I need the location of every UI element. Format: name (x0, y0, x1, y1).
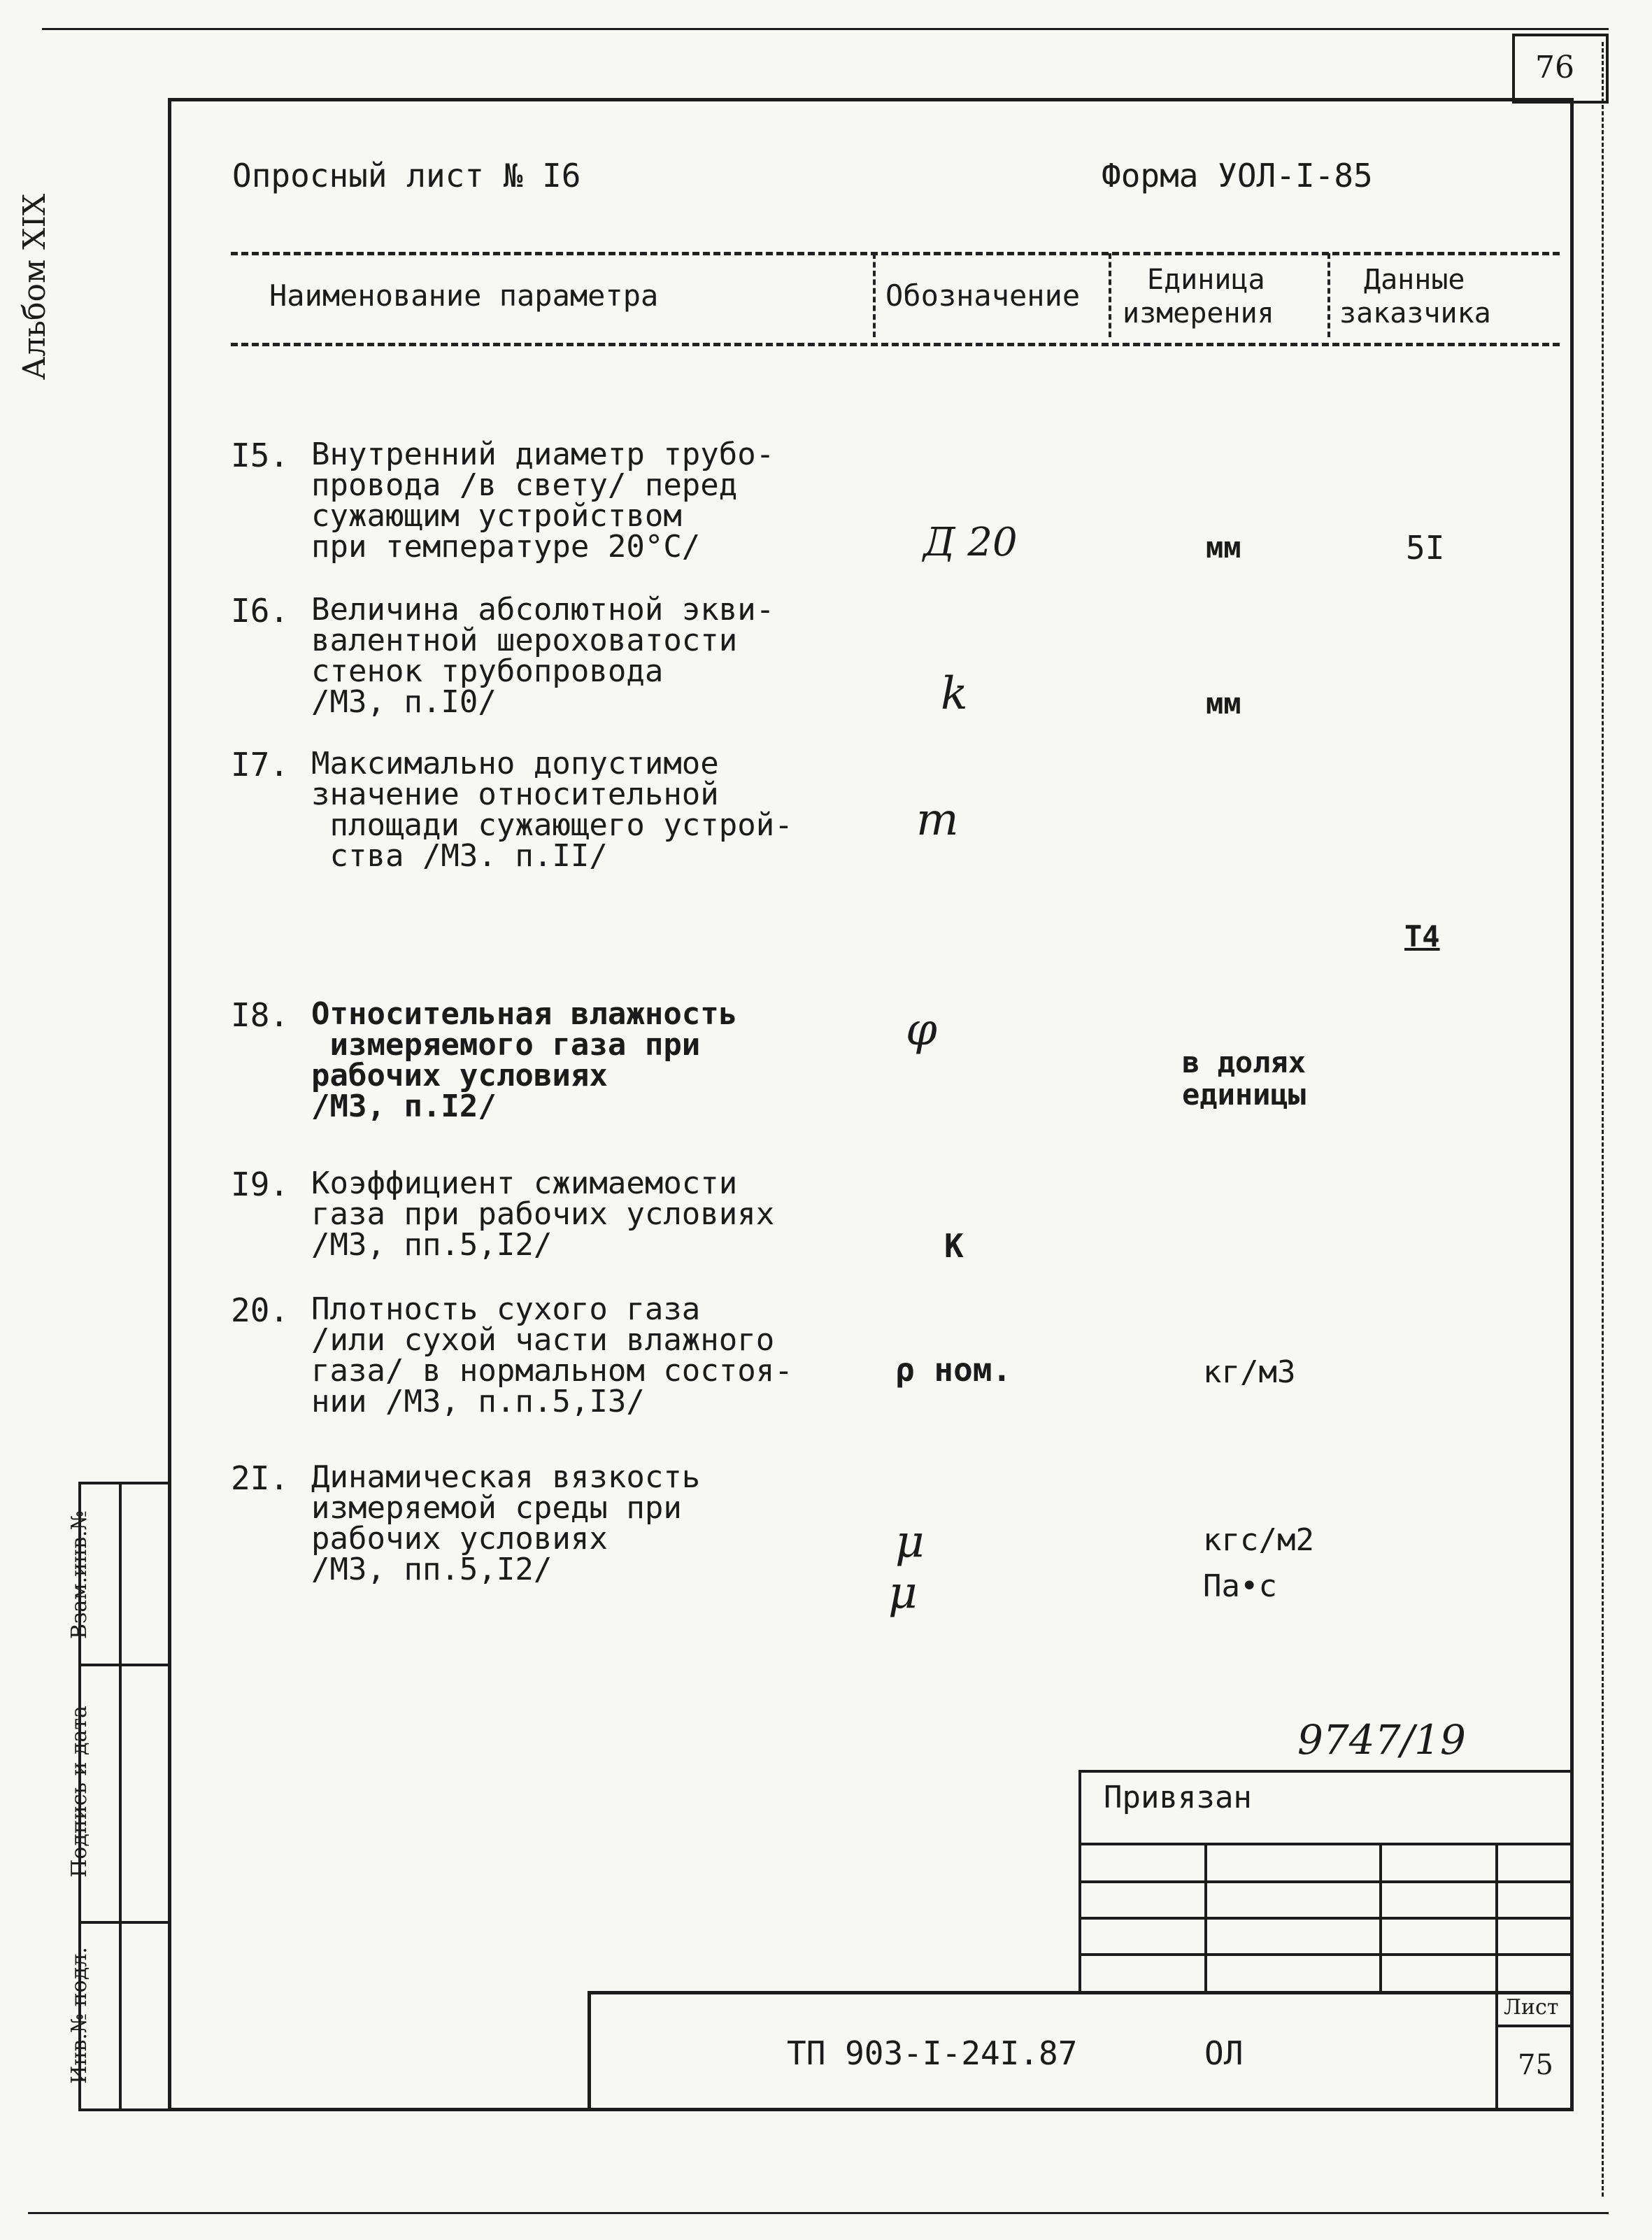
stamp-grid-vline-2 (1379, 1843, 1382, 1994)
row-20-line-1: Плотность сухого газа (311, 1291, 701, 1327)
sheet-title: Опросный лист № I6 (232, 157, 581, 194)
row-16-line-4: /М3, п.I0/ (311, 684, 497, 720)
side-stamp-inv: Инв.№ подл. (67, 1947, 92, 2084)
row-21-line-1: Динамическая вязкость (311, 1459, 701, 1495)
column-customer-header-1: Данные (1364, 264, 1465, 296)
t4-mark: Т4 (1404, 919, 1440, 954)
row-16-number: I6. (231, 592, 290, 630)
side-stamp-vzam: Взам.инв.№ (67, 1510, 92, 1639)
row-16-symbol: k (941, 668, 968, 720)
doc-code: ТП 903-I-24I.87 (787, 2034, 1078, 2072)
row-20-number: 20. (231, 1291, 290, 1329)
row-15-line-2: провода /в свету/ перед (311, 467, 738, 503)
row-18-unit: в долях единицы (1182, 1045, 1306, 1112)
row-15-value: 5I (1406, 529, 1445, 567)
row-15-text (311, 437, 775, 565)
stamp-top-line (1078, 1770, 1574, 1773)
row-15-line-1: Внутренний диаметр трубо- (311, 437, 775, 472)
row-17-symbol: m (916, 794, 959, 846)
doc-type: ОЛ (1204, 2034, 1244, 2072)
column-name-header: Наименование параметра (269, 278, 659, 313)
stamp-grid-vline-3 (1495, 1843, 1498, 1994)
row-16-line-1: Величина абсолютной экви- (311, 592, 775, 628)
header-sep-1 (873, 253, 876, 337)
row-21-symbol-2: μ (888, 1567, 918, 1619)
row-21-unit: кгс/м2 (1203, 1522, 1314, 1558)
row-16-line-3: стенок трубопровода (311, 653, 664, 689)
row-18-line-3: рабочих условиях (311, 1058, 608, 1093)
stamp-grid-line-4 (1078, 1953, 1574, 1956)
row-18-line-2: измеряемого газа при (311, 1027, 701, 1063)
row-15-line-3: сужающим устройством (311, 498, 682, 534)
row-21-text (311, 1459, 701, 1587)
row-17-line-2: значение относительной (311, 777, 719, 812)
row-16-unit: мм (1206, 686, 1241, 721)
row-21-line-3: рабочих условиях (311, 1521, 608, 1557)
row-21-symbol: μ (895, 1516, 925, 1568)
album-label: Альбом XIX (17, 193, 52, 381)
row-20-unit: кг/м3 (1203, 1354, 1296, 1390)
row-19-symbol: К (944, 1227, 964, 1265)
row-18-line-1: Относительная влажность (311, 996, 738, 1032)
sheet-bottom-edge (28, 2212, 1609, 2214)
column-customer-header-2: заказчика (1339, 297, 1491, 329)
row-19-line-1: Коэффициент сжимаемости (311, 1165, 738, 1201)
row-16-text (311, 592, 775, 720)
row-20-text (311, 1291, 793, 1419)
header-bottom-dashes (231, 343, 1560, 346)
sheet-right-edge (1602, 42, 1604, 2197)
row-18-number: I8. (231, 996, 290, 1034)
column-symbol-header: Обозначение (885, 278, 1081, 313)
page-number: 76 (1535, 50, 1574, 85)
titleblock-sheet-line (1495, 2025, 1574, 2027)
row-17-line-1: Максимально допустимое (311, 746, 719, 781)
row-19-number: I9. (231, 1165, 290, 1203)
row-17-line-4: ства /М3. п.II/ (311, 838, 608, 874)
row-21-unit-2: Па•с (1203, 1568, 1277, 1604)
stamp-privyazan: Привязан (1104, 1780, 1252, 1815)
row-21-line-4: /М3, пп.5,I2/ (311, 1552, 553, 1587)
row-19-line-3: /М3, пп.5,I2/ (311, 1227, 553, 1263)
row-17-text (311, 746, 793, 874)
side-stamp-line-2 (78, 1921, 171, 1924)
header-sep-3 (1327, 253, 1330, 337)
stamp-grid-line-2 (1078, 1880, 1574, 1883)
row-18-line-4: /М3, п.I2/ (311, 1089, 497, 1124)
sheet-top-edge (42, 28, 1609, 30)
row-20-symbol: ρ ном. (895, 1351, 1012, 1389)
row-15-unit: мм (1206, 530, 1241, 565)
row-19-text (311, 1165, 775, 1263)
row-20-line-3: газа/ в нормальном состоя- (311, 1353, 793, 1389)
column-unit-header-2: измерения (1123, 297, 1274, 329)
side-stamp-podpis: Подпись и дата (67, 1706, 92, 1878)
form-code: Форма УОЛ-I-85 (1102, 157, 1373, 194)
row-15-symbol: Д 20 (923, 520, 1018, 565)
stamp-grid-line-1 (1078, 1843, 1574, 1845)
column-unit-header-1: Единица (1147, 264, 1265, 296)
row-19-line-2: газа при рабочих условиях (311, 1196, 775, 1232)
row-21-line-2: измеряемой среды при (311, 1490, 682, 1526)
stamp-grid-vline-1 (1204, 1843, 1207, 1994)
stamp-grid-line-3 (1078, 1917, 1574, 1920)
sheet-label: Лист (1504, 1995, 1559, 2020)
row-18-text (311, 996, 738, 1124)
row-15-line-4: при температуре 20°С/ (311, 529, 701, 565)
side-stamp-divider (119, 1482, 122, 2111)
row-18-symbol: φ (906, 1004, 937, 1056)
row-20-line-4: нии /М3, п.п.5,I3/ (311, 1384, 645, 1419)
row-20-line-2: /или сухой части влажного (311, 1322, 775, 1358)
titleblock-left-line (588, 1991, 591, 2111)
row-17-number: I7. (231, 746, 290, 784)
row-21-number: 2I. (231, 1459, 290, 1497)
header-sep-2 (1109, 253, 1111, 337)
titleblock-top-line (588, 1991, 1574, 1994)
row-16-line-2: валентной шероховатости (311, 623, 738, 658)
row-15-number: I5. (231, 437, 290, 474)
titleblock-sheet-divider (1495, 1991, 1498, 2111)
sheet-number: 75 (1518, 2049, 1553, 2081)
handwritten-number: 9747/19 (1297, 1716, 1466, 1764)
row-17-line-3: площади сужающего устрой- (311, 807, 793, 843)
header-top-dashes (231, 252, 1560, 255)
